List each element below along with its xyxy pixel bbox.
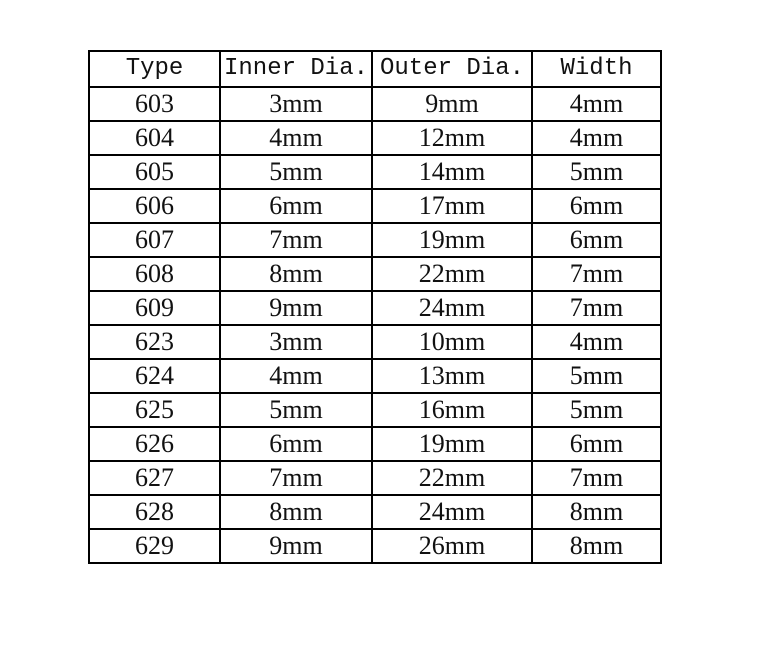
cell-inner-diameter: 7mm	[220, 223, 372, 257]
table-row	[89, 291, 661, 325]
cell-type: 623	[89, 325, 220, 359]
cell-outer-diameter: 16mm	[372, 393, 532, 427]
cell-width: 5mm	[532, 393, 661, 427]
table-row	[89, 461, 661, 495]
cell-type: 607	[89, 223, 220, 257]
cell-inner-diameter: 3mm	[220, 87, 372, 121]
cell-inner-diameter: 8mm	[220, 257, 372, 291]
cell-outer-diameter: 12mm	[372, 121, 532, 155]
cell-width: 6mm	[532, 427, 661, 461]
header-outer-diameter: Outer Dia.	[372, 51, 532, 87]
cell-inner-diameter: 6mm	[220, 427, 372, 461]
cell-type: 606	[89, 189, 220, 223]
header-row	[89, 51, 661, 87]
table-row	[89, 393, 661, 427]
header-width: Width	[532, 51, 661, 87]
cell-width: 7mm	[532, 257, 661, 291]
cell-width: 5mm	[532, 359, 661, 393]
cell-inner-diameter: 9mm	[220, 529, 372, 563]
header-type: Type	[89, 51, 220, 87]
cell-type: 628	[89, 495, 220, 529]
cell-outer-diameter: 24mm	[372, 291, 532, 325]
cell-type: 603	[89, 87, 220, 121]
cell-inner-diameter: 5mm	[220, 393, 372, 427]
cell-outer-diameter: 26mm	[372, 529, 532, 563]
table-row	[89, 87, 661, 121]
cell-outer-diameter: 9mm	[372, 87, 532, 121]
table-row	[89, 495, 661, 529]
cell-outer-diameter: 17mm	[372, 189, 532, 223]
cell-width: 6mm	[532, 189, 661, 223]
cell-type: 626	[89, 427, 220, 461]
cell-inner-diameter: 9mm	[220, 291, 372, 325]
cell-outer-diameter: 22mm	[372, 257, 532, 291]
bearing-size-table	[88, 50, 662, 564]
cell-type: 608	[89, 257, 220, 291]
table-row	[89, 325, 661, 359]
cell-type: 624	[89, 359, 220, 393]
cell-width: 7mm	[532, 461, 661, 495]
cell-type: 629	[89, 529, 220, 563]
table-row	[89, 189, 661, 223]
cell-type: 609	[89, 291, 220, 325]
table-header	[89, 51, 661, 87]
cell-inner-diameter: 4mm	[220, 359, 372, 393]
cell-width: 4mm	[532, 325, 661, 359]
cell-type: 604	[89, 121, 220, 155]
cell-width: 5mm	[532, 155, 661, 189]
cell-outer-diameter: 19mm	[372, 223, 532, 257]
cell-outer-diameter: 24mm	[372, 495, 532, 529]
cell-outer-diameter: 14mm	[372, 155, 532, 189]
cell-width: 8mm	[532, 529, 661, 563]
cell-inner-diameter: 7mm	[220, 461, 372, 495]
cell-width: 4mm	[532, 87, 661, 121]
table-row	[89, 427, 661, 461]
cell-inner-diameter: 5mm	[220, 155, 372, 189]
table-row	[89, 121, 661, 155]
cell-outer-diameter: 10mm	[372, 325, 532, 359]
cell-inner-diameter: 4mm	[220, 121, 372, 155]
header-inner-diameter: Inner Dia.	[220, 51, 372, 87]
cell-outer-diameter: 22mm	[372, 461, 532, 495]
cell-width: 8mm	[532, 495, 661, 529]
table-row	[89, 359, 661, 393]
cell-inner-diameter: 6mm	[220, 189, 372, 223]
table-body	[89, 87, 661, 563]
cell-type: 625	[89, 393, 220, 427]
table-row	[89, 257, 661, 291]
table-row	[89, 529, 661, 563]
cell-outer-diameter: 19mm	[372, 427, 532, 461]
cell-type: 605	[89, 155, 220, 189]
table-row	[89, 223, 661, 257]
cell-inner-diameter: 3mm	[220, 325, 372, 359]
cell-inner-diameter: 8mm	[220, 495, 372, 529]
cell-width: 6mm	[532, 223, 661, 257]
cell-type: 627	[89, 461, 220, 495]
cell-width: 4mm	[532, 121, 661, 155]
cell-width: 7mm	[532, 291, 661, 325]
table-row	[89, 155, 661, 189]
cell-outer-diameter: 13mm	[372, 359, 532, 393]
